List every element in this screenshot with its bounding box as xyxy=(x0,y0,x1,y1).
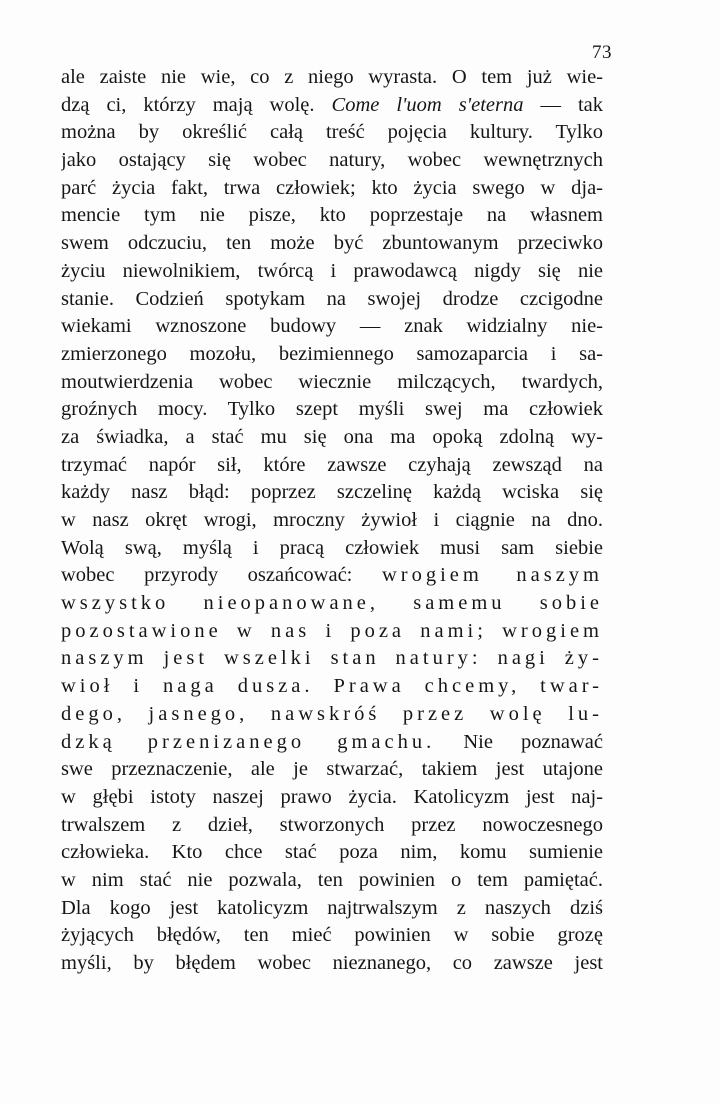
text-line: w głębi istoty naszej prawo życia. Katolicyzm jest naj- xyxy=(61,785,603,808)
text-line: Dla kogo jest katolicyzm najtrwalszym z naszych dziś xyxy=(61,896,603,919)
text-line xyxy=(61,562,603,590)
emphasized-line: wszystko nieopanowane, samemu sobie xyxy=(61,592,603,615)
text-line: za świadka, a stać mu się ona ma opoką zdolną wy- xyxy=(61,425,603,448)
text-line: swe przeznaczenie, ale je stwarzać, takiem jest utajone xyxy=(61,758,603,781)
text-segment: dzą ci, którzy mają wolę. xyxy=(61,93,332,116)
text-line: jako ostający się wobec natury, wobec wewnętrznych xyxy=(61,149,603,172)
text-line: można by określić całą treść pojęcia kultury. Tylko xyxy=(61,121,603,144)
text-line: wiekami wznoszone budowy — znak widzialny nie- xyxy=(61,315,603,338)
text-line: groźnych mocy. Tylko szept myśli swej ma człowiek xyxy=(61,398,603,421)
text-line: myśli, by błędem wobec nieznanego, co zawsze jest xyxy=(61,952,603,974)
emphasized-text: wrogiem naszym xyxy=(381,564,603,587)
text-line: moutwierdzenia wobec wiecznie milczących, twardych, xyxy=(61,370,603,393)
text-line: w nim stać nie pozwala, ten powinien o tem pamiętać. xyxy=(61,868,603,891)
text-line: każdy nasz błąd: poprzez szczelinę każdą wciska się xyxy=(61,481,603,504)
emphasized-line: wioł i naga dusza. Prawa chcemy, twar- xyxy=(61,675,603,698)
text-line: w nasz okręt wrogi, mroczny żywioł i ciągnie na dno. xyxy=(61,509,603,531)
text-line: człowieka. Kto chce stać poza nim, komu sumienie xyxy=(61,841,603,864)
text-line: stanie. Codzień spotykam na swojej drodze czcigodne xyxy=(61,287,603,310)
text-line: mencie tym nie pisze, kto poprzestaje na własnem xyxy=(61,204,603,227)
text-line: żyjących błędów, ten mieć powinien w sobie grozę xyxy=(61,924,603,947)
italic-quote: Come l'uom s'eterna xyxy=(331,93,524,116)
text-line xyxy=(61,92,603,120)
text-line: swem odczuciu, ten może być zbuntowanym przeciwko xyxy=(61,232,603,255)
text-segment: wobec przyrody oszańcować: xyxy=(61,564,382,587)
text-line: Wolą swą, myślą i pracą człowiek musi sam siebie xyxy=(61,536,603,559)
emphasized-text: dzką przenizanego gmachu. xyxy=(61,730,436,753)
body-text xyxy=(61,64,603,978)
text-segment: — tak xyxy=(523,93,603,116)
text-line xyxy=(61,729,603,757)
text-line: zmierzonego mozołu, bezimiennego samozaparcia i sa- xyxy=(61,342,603,365)
emphasized-line: dego, jasnego, nawskróś przez wolę lu- xyxy=(61,702,603,725)
emphasized-line: pozostawione w nas i poza nami; wrogiem xyxy=(61,619,603,642)
page-number: 73 xyxy=(592,42,612,63)
text-line: parć życia fakt, trwa człowiek; kto życia swego w dja- xyxy=(61,176,603,199)
text-segment: Nie poznawać xyxy=(435,730,603,753)
emphasized-line: naszym jest wszelki stan natury: nagi ży- xyxy=(61,647,603,670)
text-line: trzymać napór sił, które zawsze czyhają zewsząd na xyxy=(61,453,603,476)
text-line: życiu niewolnikiem, twórcą i prawodawcą nigdy się nie xyxy=(61,259,603,282)
text-line: trwalszem z dzieł, stworzonych przez nowoczesnego xyxy=(61,813,603,836)
text-line: ale zaiste nie wie, co z niego wyrasta. O tem już wie- xyxy=(61,66,603,88)
